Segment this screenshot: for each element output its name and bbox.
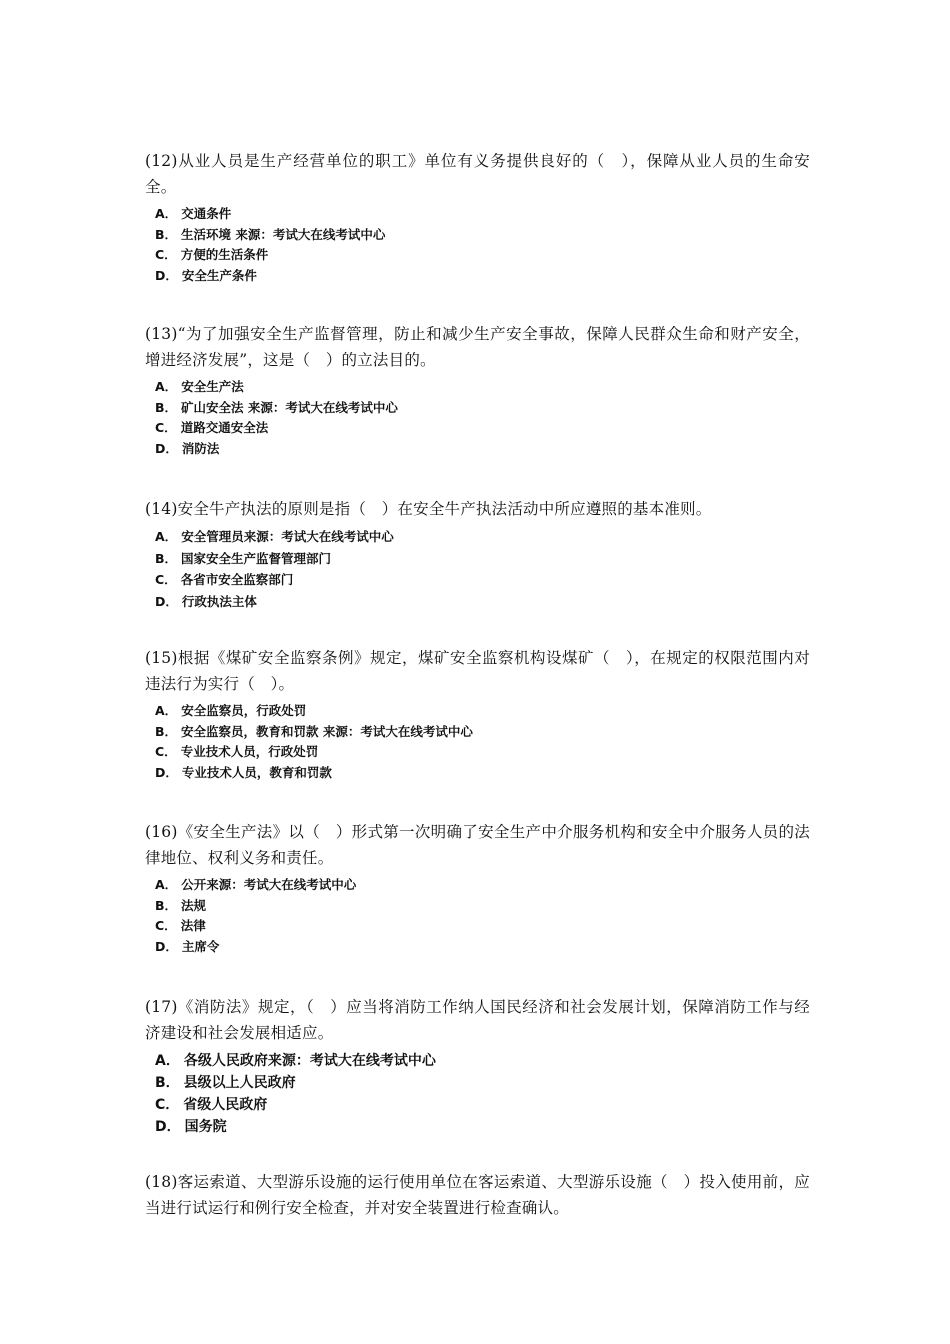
option-text: 法规 xyxy=(181,897,207,913)
option-letter: D． xyxy=(155,764,178,780)
option-b xyxy=(155,896,810,917)
option-text: 安全生产法 xyxy=(181,379,244,394)
question-stem: (12)从业人员是生产经营单位的职工》单位有义务提供良好的（ ），保障从业人员的生命安全。 xyxy=(145,152,810,196)
option-letter: C． xyxy=(155,1097,180,1113)
option-text: 公开来源：考试大在线考试中心 xyxy=(181,877,357,892)
option-text: 生活环境 来源：考试大在线考试中心 xyxy=(181,226,386,242)
question-stem: (14)安全牛产执法的原则是指（ ）在安全牛产执法活动中所应遵照的基本准则。 xyxy=(145,500,712,518)
option-b xyxy=(155,722,810,743)
option-text: 行政执法主体 xyxy=(181,593,257,609)
question-16 xyxy=(145,819,810,957)
question-stem: (13)“为了加强安全生产监督管理，防止和减少生产安全事故，保障人民群众生命和财产安全，增进经济发展”，这是（ ）的立法目的。 xyxy=(145,325,810,369)
option-letter: A． xyxy=(155,379,178,394)
question-12 xyxy=(145,148,810,286)
option-letter: D． xyxy=(155,593,178,609)
option-a xyxy=(155,204,810,225)
option-a xyxy=(155,1050,810,1072)
option-list xyxy=(145,1050,810,1138)
option-text: 安全监察员，教育和罚款 来源：考试大在线考试中心 xyxy=(181,723,473,739)
option-text: 各省市安全监察部门 xyxy=(180,572,294,587)
option-b xyxy=(155,225,810,246)
option-b xyxy=(155,1072,810,1094)
option-text: 省级人民政府 xyxy=(183,1097,268,1113)
option-letter: B． xyxy=(155,1075,180,1091)
option-a xyxy=(155,526,810,548)
option-text: 方便的生活条件 xyxy=(180,247,269,262)
option-letter: D． xyxy=(155,267,178,283)
option-d xyxy=(155,591,810,613)
option-c xyxy=(155,916,810,937)
option-a xyxy=(155,377,810,398)
option-b xyxy=(155,548,810,570)
question-stem: (16)《安全生产法》以（ ）形式第一次明确了安全生产中介服务机构和安全中介服务人员的法律地位、权利义务和责任。 xyxy=(145,823,810,867)
option-letter: A． xyxy=(155,703,178,718)
option-d xyxy=(155,266,810,287)
option-c xyxy=(155,245,810,266)
option-letter: A． xyxy=(155,877,178,892)
option-letter: D． xyxy=(155,1119,181,1135)
option-text: 国家安全生产监督管理部门 xyxy=(181,550,332,566)
option-text: 安全生产条件 xyxy=(181,267,257,283)
option-list xyxy=(145,377,810,459)
option-letter: D． xyxy=(155,440,178,456)
option-text: 道路交通安全法 xyxy=(180,420,269,435)
option-c xyxy=(155,1094,810,1116)
option-letter: C． xyxy=(155,918,177,933)
question-stem: (17)《消防法》规定，（ ）应当将消防工作纳人国民经济和社会发展计划，保障消防工作与经济建设和社会发展相适应。 xyxy=(145,998,810,1042)
option-list xyxy=(145,204,810,286)
option-letter: B． xyxy=(155,399,178,415)
option-a xyxy=(155,701,810,722)
option-c xyxy=(155,569,810,591)
option-letter: C． xyxy=(155,247,177,262)
option-letter: A． xyxy=(155,206,178,221)
option-text: 专业技术人员，教育和罚款 xyxy=(181,764,332,780)
option-text: 消防法 xyxy=(181,440,220,456)
option-d xyxy=(155,763,810,784)
option-letter: B． xyxy=(155,897,178,913)
question-14 xyxy=(145,496,810,612)
option-text: 安全监察员，行政处罚 xyxy=(181,703,307,718)
option-b xyxy=(155,398,810,419)
option-c xyxy=(155,742,810,763)
option-letter: B． xyxy=(155,226,178,242)
option-letter: B． xyxy=(155,723,178,739)
option-text: 交通条件 xyxy=(181,206,232,221)
question-13 xyxy=(145,321,810,459)
option-letter: D． xyxy=(155,938,178,954)
option-text: 矿山安全法 来源：考试大在线考试中心 xyxy=(181,399,398,415)
question-stem: (15)根据《煤矿安全监察条例》规定，煤矿安全监察机构设煤矿（ ），在规定的权限范围内对违法行为实行（ ）。 xyxy=(145,649,810,693)
question-17 xyxy=(145,994,810,1138)
option-text: 专业技术人员，行政处罚 xyxy=(180,744,319,759)
option-letter: C． xyxy=(155,572,177,587)
option-text: 县级以上人民政府 xyxy=(183,1075,296,1091)
question-18 xyxy=(145,1169,810,1225)
option-letter: A． xyxy=(155,1053,180,1069)
option-a xyxy=(155,875,810,896)
question-stem: (18)客运索道、大型游乐设施的运行使用单位在客运索道、大型游乐设施（ ）投入使用前，应当进行试运行和例行安全检查，并对安全装置进行检查确认。 xyxy=(145,1173,810,1217)
option-d xyxy=(155,937,810,958)
option-list xyxy=(145,875,810,957)
option-c xyxy=(155,418,810,439)
option-list xyxy=(145,701,810,783)
question-15 xyxy=(145,645,810,783)
option-text: 安全管理员来源：考试大在线考试中心 xyxy=(181,529,394,544)
option-d xyxy=(155,1116,810,1138)
option-text: 各级人民政府来源：考试大在线考试中心 xyxy=(183,1053,436,1069)
option-text: 主席令 xyxy=(181,938,220,954)
option-text: 法律 xyxy=(180,918,206,933)
option-text: 国务院 xyxy=(184,1119,227,1135)
option-list xyxy=(145,526,810,612)
option-letter: C． xyxy=(155,420,177,435)
option-letter: A． xyxy=(155,529,178,544)
option-letter: C． xyxy=(155,744,177,759)
option-d xyxy=(155,439,810,460)
option-letter: B． xyxy=(155,550,178,566)
